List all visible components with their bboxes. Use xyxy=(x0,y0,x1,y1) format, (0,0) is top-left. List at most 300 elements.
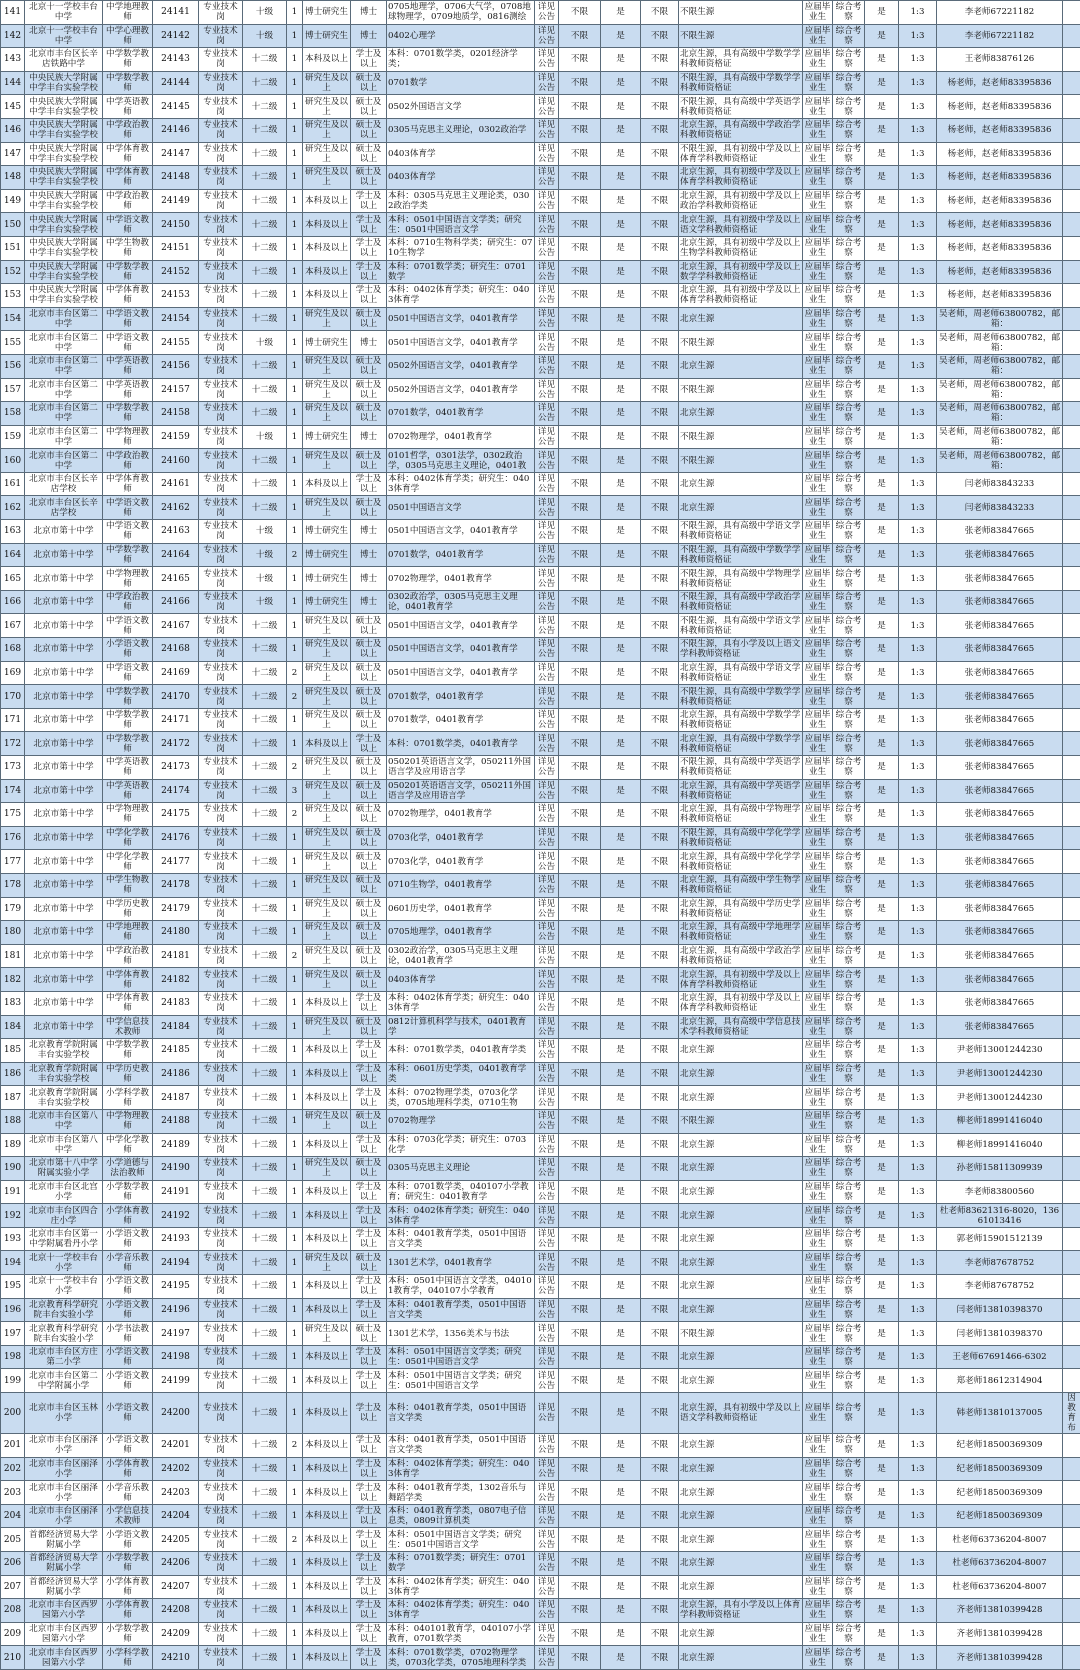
graduate-type-cell: 应届毕业生 xyxy=(803,1504,833,1528)
age-limit-cell: 不限 xyxy=(559,991,601,1015)
row-number-cell: 199 xyxy=(1,1369,25,1393)
employer-name-cell: 北京十一学校丰台小学 xyxy=(25,1275,103,1299)
source-condition-cell: 北京生源 xyxy=(679,1086,803,1110)
position-level-cell: 十二级 xyxy=(243,1646,287,1670)
contact-cell: 张老师83847665 xyxy=(937,968,1063,992)
employer-name-cell: 北京市丰台区第二中学 xyxy=(25,378,103,402)
graduate-type-cell: 应届毕业生 xyxy=(803,472,833,496)
education-cell: 本科及以上 xyxy=(303,991,351,1015)
assessment-method-cell: 综合考察 xyxy=(833,1109,865,1133)
other-requirement-cell: 详见公告 xyxy=(535,1481,559,1505)
row-number-cell: 173 xyxy=(1,756,25,780)
age-limit-cell: 不限 xyxy=(559,1251,601,1275)
graduate-type-cell: 应届毕业生 xyxy=(803,1646,833,1670)
political-status-cell: 不限 xyxy=(641,213,679,237)
other-requirement-cell: 详见公告 xyxy=(535,1575,559,1599)
position-name-cell: 小学道德与法治教师 xyxy=(103,1157,153,1181)
assessment-method-cell: 综合考察 xyxy=(833,1457,865,1481)
degree-cell: 学士及以上 xyxy=(351,1086,387,1110)
row-number-cell: 155 xyxy=(1,331,25,355)
source-condition-cell: 不限生源 xyxy=(679,331,803,355)
education-cell: 研究生及以上 xyxy=(303,95,351,119)
row-number-cell: 150 xyxy=(1,213,25,237)
education-cell: 博士研究生 xyxy=(303,567,351,591)
table-row xyxy=(1,1086,1080,1110)
table-row xyxy=(1,236,1080,260)
position-level-cell: 十二级 xyxy=(243,71,287,95)
graduate-type-cell: 应届毕业生 xyxy=(803,95,833,119)
assessment-method-cell: 综合考察 xyxy=(833,166,865,190)
position-level-cell: 十二级 xyxy=(243,944,287,968)
age-limit-cell: 不限 xyxy=(559,921,601,945)
position-code-cell: 24150 xyxy=(153,213,199,237)
source-condition-cell: 北京生源 xyxy=(679,1204,803,1228)
position-level-cell: 十二级 xyxy=(243,1251,287,1275)
row-number-cell: 191 xyxy=(1,1180,25,1204)
political-status-cell: 不限 xyxy=(641,402,679,426)
remark-cell xyxy=(1063,1646,1080,1670)
interview-flag-cell: 是 xyxy=(865,95,899,119)
interview-flag-cell: 是 xyxy=(865,48,899,72)
age-limit-cell: 不限 xyxy=(559,48,601,72)
position-code-cell: 24146 xyxy=(153,118,199,142)
source-condition-cell: 北京生源，具有高级中学数学学科教师资格证 xyxy=(679,48,803,72)
employer-name-cell: 北京市丰台区第二中学 xyxy=(25,425,103,449)
position-name-cell: 中学数学教师 xyxy=(103,71,153,95)
source-condition-cell: 不限生源 xyxy=(679,378,803,402)
position-name-cell: 中学语文教师 xyxy=(103,307,153,331)
row-number-cell: 154 xyxy=(1,307,25,331)
position-category-cell: 专业技术岗 xyxy=(199,756,243,780)
position-name-cell: 中学体育教师 xyxy=(103,166,153,190)
contact-cell: 杨老师，赵老师83395836 xyxy=(937,71,1063,95)
education-cell: 本科及以上 xyxy=(303,472,351,496)
contact-cell: 郑老师18612314904 xyxy=(937,1369,1063,1393)
hire-count-cell: 1 xyxy=(287,1481,303,1505)
graduate-type-cell: 应届毕业生 xyxy=(803,189,833,213)
position-category-cell: 专业技术岗 xyxy=(199,189,243,213)
other-requirement-cell: 详见公告 xyxy=(535,921,559,945)
row-number-cell: 184 xyxy=(1,1015,25,1039)
row-number-cell: 151 xyxy=(1,236,25,260)
major-requirement-cell: 本科：0710生物科学类；研究生：0710生物学 xyxy=(387,236,535,260)
hire-count-cell: 1 xyxy=(287,1457,303,1481)
hire-count-cell: 1 xyxy=(287,354,303,378)
political-status-cell: 不限 xyxy=(641,897,679,921)
row-number-cell: 181 xyxy=(1,944,25,968)
source-condition-cell: 北京生源，具有初级中学及以上体育学科教师资格证 xyxy=(679,284,803,308)
interview-flag-cell: 是 xyxy=(865,166,899,190)
assessment-method-cell: 综合考察 xyxy=(833,873,865,897)
interview-flag-cell: 是 xyxy=(865,1251,899,1275)
education-cell: 研究生及以上 xyxy=(303,779,351,803)
other-requirement-cell: 详见公告 xyxy=(535,1622,559,1646)
unified-exam-cell: 是 xyxy=(601,24,641,48)
source-condition-cell: 北京生源 xyxy=(679,1275,803,1299)
position-level-cell: 十二级 xyxy=(243,756,287,780)
position-code-cell: 24179 xyxy=(153,897,199,921)
assessment-method-cell: 综合考察 xyxy=(833,661,865,685)
hire-count-cell: 1 xyxy=(287,1109,303,1133)
position-name-cell: 小学数学教师 xyxy=(103,1552,153,1576)
position-level-cell: 十二级 xyxy=(243,1481,287,1505)
remark-cell xyxy=(1063,260,1080,284)
hire-count-cell: 1 xyxy=(287,1599,303,1623)
position-category-cell: 专业技术岗 xyxy=(199,1109,243,1133)
employer-name-cell: 北京市丰台区四合庄小学 xyxy=(25,1204,103,1228)
position-level-cell: 十二级 xyxy=(243,48,287,72)
degree-cell: 硕士及以上 xyxy=(351,307,387,331)
position-code-cell: 24186 xyxy=(153,1062,199,1086)
position-code-cell: 24156 xyxy=(153,354,199,378)
position-code-cell: 24197 xyxy=(153,1322,199,1346)
age-limit-cell: 不限 xyxy=(559,732,601,756)
table-row xyxy=(1,1393,1080,1434)
political-status-cell: 不限 xyxy=(641,614,679,638)
political-status-cell: 不限 xyxy=(641,1575,679,1599)
assessment-method-cell: 综合考察 xyxy=(833,779,865,803)
position-code-cell: 24169 xyxy=(153,661,199,685)
row-number-cell: 185 xyxy=(1,1039,25,1063)
assessment-method-cell: 综合考察 xyxy=(833,48,865,72)
assessment-method-cell: 综合考察 xyxy=(833,1,865,25)
political-status-cell: 不限 xyxy=(641,520,679,544)
hire-count-cell: 1 xyxy=(287,378,303,402)
interview-ratio-cell: 1:3 xyxy=(899,1015,937,1039)
political-status-cell: 不限 xyxy=(641,354,679,378)
hire-count-cell: 1 xyxy=(287,590,303,614)
remark-cell xyxy=(1063,520,1080,544)
position-level-cell: 十二级 xyxy=(243,1457,287,1481)
age-limit-cell: 不限 xyxy=(559,166,601,190)
political-status-cell: 不限 xyxy=(641,1086,679,1110)
interview-ratio-cell: 1:3 xyxy=(899,260,937,284)
contact-cell: 闫老师83843233 xyxy=(937,472,1063,496)
row-number-cell: 142 xyxy=(1,24,25,48)
unified-exam-cell: 是 xyxy=(601,1086,641,1110)
degree-cell: 学士及以上 xyxy=(351,1393,387,1434)
table-row xyxy=(1,284,1080,308)
unified-exam-cell: 是 xyxy=(601,1015,641,1039)
interview-ratio-cell: 1:3 xyxy=(899,1393,937,1434)
position-category-cell: 专业技术岗 xyxy=(199,991,243,1015)
table-row xyxy=(1,378,1080,402)
interview-flag-cell: 是 xyxy=(865,402,899,426)
position-level-cell: 十二级 xyxy=(243,991,287,1015)
graduate-type-cell: 应届毕业生 xyxy=(803,1345,833,1369)
position-name-cell: 中学数学教师 xyxy=(103,402,153,426)
position-name-cell: 小学书法教师 xyxy=(103,1322,153,1346)
other-requirement-cell: 详见公告 xyxy=(535,425,559,449)
contact-cell: 闫老师13810398370 xyxy=(937,1322,1063,1346)
political-status-cell: 不限 xyxy=(641,1552,679,1576)
interview-ratio-cell: 1:3 xyxy=(899,543,937,567)
row-number-cell: 172 xyxy=(1,732,25,756)
interview-ratio-cell: 1:3 xyxy=(899,236,937,260)
employer-name-cell: 首都经济贸易大学附属小学 xyxy=(25,1552,103,1576)
hire-count-cell: 1 xyxy=(287,24,303,48)
political-status-cell: 不限 xyxy=(641,708,679,732)
graduate-type-cell: 应届毕业生 xyxy=(803,1322,833,1346)
hire-count-cell: 1 xyxy=(287,732,303,756)
age-limit-cell: 不限 xyxy=(559,873,601,897)
position-code-cell: 24177 xyxy=(153,850,199,874)
contact-cell: 杨老师，赵老师83395836 xyxy=(937,260,1063,284)
table-row xyxy=(1,166,1080,190)
row-number-cell: 183 xyxy=(1,991,25,1015)
political-status-cell: 不限 xyxy=(641,1062,679,1086)
contact-cell: 李老师83800560 xyxy=(937,1180,1063,1204)
position-category-cell: 专业技术岗 xyxy=(199,1622,243,1646)
degree-cell: 硕士及以上 xyxy=(351,166,387,190)
age-limit-cell: 不限 xyxy=(559,142,601,166)
major-requirement-cell: 0703化学，0401教育学 xyxy=(387,850,535,874)
education-cell: 博士研究生 xyxy=(303,24,351,48)
assessment-method-cell: 综合考察 xyxy=(833,1369,865,1393)
other-requirement-cell: 详见公告 xyxy=(535,1528,559,1552)
major-requirement-cell: 本科：0402体育学类；研究生：0403体育学 xyxy=(387,1204,535,1228)
education-cell: 研究生及以上 xyxy=(303,708,351,732)
major-requirement-cell: 0501中国语言文学，0401教育学 xyxy=(387,614,535,638)
table-row xyxy=(1,685,1080,709)
position-category-cell: 专业技术岗 xyxy=(199,1393,243,1434)
table-row xyxy=(1,1622,1080,1646)
position-name-cell: 中学数学教师 xyxy=(103,260,153,284)
hire-count-cell: 1 xyxy=(287,1646,303,1670)
major-requirement-cell: 0703化学，0401教育学 xyxy=(387,826,535,850)
hire-count-cell: 1 xyxy=(287,1086,303,1110)
education-cell: 博士研究生 xyxy=(303,425,351,449)
major-requirement-cell: 0302政治学，0305马克思主义理论，0401教育学 xyxy=(387,944,535,968)
graduate-type-cell: 应届毕业生 xyxy=(803,425,833,449)
political-status-cell: 不限 xyxy=(641,1599,679,1623)
position-category-cell: 专业技术岗 xyxy=(199,779,243,803)
position-code-cell: 24145 xyxy=(153,95,199,119)
contact-cell: 杨老师，赵老师83395836 xyxy=(937,189,1063,213)
major-requirement-cell: 0101哲学，0301法学，0302政治学，0305马克思主义理论，0401教 xyxy=(387,449,535,473)
graduate-type-cell: 应届毕业生 xyxy=(803,1298,833,1322)
position-level-cell: 十二级 xyxy=(243,661,287,685)
hire-count-cell: 1 xyxy=(287,118,303,142)
position-level-cell: 十二级 xyxy=(243,1227,287,1251)
interview-ratio-cell: 1:3 xyxy=(899,472,937,496)
age-limit-cell: 不限 xyxy=(559,1275,601,1299)
other-requirement-cell: 详见公告 xyxy=(535,1,559,25)
interview-flag-cell: 是 xyxy=(865,71,899,95)
age-limit-cell: 不限 xyxy=(559,543,601,567)
graduate-type-cell: 应届毕业生 xyxy=(803,354,833,378)
degree-cell: 硕士及以上 xyxy=(351,850,387,874)
position-code-cell: 24175 xyxy=(153,803,199,827)
degree-cell: 硕士及以上 xyxy=(351,873,387,897)
major-requirement-cell: 本科：0402体育学类；研究生：0403体育学 xyxy=(387,1575,535,1599)
political-status-cell: 不限 xyxy=(641,166,679,190)
interview-flag-cell: 是 xyxy=(865,756,899,780)
degree-cell: 学士及以上 xyxy=(351,1062,387,1086)
table-row xyxy=(1,1552,1080,1576)
position-category-cell: 专业技术岗 xyxy=(199,614,243,638)
age-limit-cell: 不限 xyxy=(559,1434,601,1458)
assessment-method-cell: 综合考察 xyxy=(833,685,865,709)
other-requirement-cell: 详见公告 xyxy=(535,1062,559,1086)
political-status-cell: 不限 xyxy=(641,142,679,166)
position-level-cell: 十二级 xyxy=(243,260,287,284)
major-requirement-cell: 0710生物学，0401教育学 xyxy=(387,873,535,897)
remark-cell xyxy=(1063,756,1080,780)
position-category-cell: 专业技术岗 xyxy=(199,968,243,992)
graduate-type-cell: 应届毕业生 xyxy=(803,1434,833,1458)
assessment-method-cell: 综合考察 xyxy=(833,71,865,95)
other-requirement-cell: 详见公告 xyxy=(535,1393,559,1434)
remark-cell xyxy=(1063,944,1080,968)
graduate-type-cell: 应届毕业生 xyxy=(803,590,833,614)
position-code-cell: 24173 xyxy=(153,756,199,780)
row-number-cell: 197 xyxy=(1,1322,25,1346)
source-condition-cell: 北京生源 xyxy=(679,1062,803,1086)
hire-count-cell: 1 xyxy=(287,166,303,190)
hire-count-cell: 1 xyxy=(287,826,303,850)
employer-name-cell: 北京十一学校丰台中学 xyxy=(25,24,103,48)
position-level-cell: 十级 xyxy=(243,543,287,567)
age-limit-cell: 不限 xyxy=(559,95,601,119)
unified-exam-cell: 是 xyxy=(601,803,641,827)
interview-ratio-cell: 1:3 xyxy=(899,1086,937,1110)
unified-exam-cell: 是 xyxy=(601,354,641,378)
interview-ratio-cell: 1:3 xyxy=(899,1275,937,1299)
unified-exam-cell: 是 xyxy=(601,1,641,25)
interview-ratio-cell: 1:3 xyxy=(899,1322,937,1346)
major-requirement-cell: 本科：0401教育学类，0807电子信息类，0809计算机类 xyxy=(387,1504,535,1528)
position-level-cell: 十二级 xyxy=(243,850,287,874)
table-row xyxy=(1,708,1080,732)
other-requirement-cell: 详见公告 xyxy=(535,71,559,95)
major-requirement-cell: 0601历史学，0401教育学 xyxy=(387,897,535,921)
interview-flag-cell: 是 xyxy=(865,1180,899,1204)
major-requirement-cell: 0305马克思主义理论 xyxy=(387,1157,535,1181)
unified-exam-cell: 是 xyxy=(601,1552,641,1576)
major-requirement-cell: 050201英语语言文学，050211外国语言学及应用语言学 xyxy=(387,756,535,780)
education-cell: 本科及以上 xyxy=(303,1575,351,1599)
education-cell: 研究生及以上 xyxy=(303,71,351,95)
contact-cell: 纪老师18500369309 xyxy=(937,1481,1063,1505)
row-number-cell: 200 xyxy=(1,1393,25,1434)
employer-name-cell: 中央民族大学附属中学丰台实验学校 xyxy=(25,213,103,237)
source-condition-cell: 北京生源 xyxy=(679,1646,803,1670)
interview-ratio-cell: 1:3 xyxy=(899,496,937,520)
graduate-type-cell: 应届毕业生 xyxy=(803,1275,833,1299)
hire-count-cell: 1 xyxy=(287,1227,303,1251)
graduate-type-cell: 应届毕业生 xyxy=(803,213,833,237)
position-name-cell: 小学语文教师 xyxy=(103,1227,153,1251)
source-condition-cell: 北京生源，具有初级中学及以上体育学科教师资格证 xyxy=(679,166,803,190)
interview-flag-cell: 是 xyxy=(865,496,899,520)
remark-cell xyxy=(1063,1528,1080,1552)
other-requirement-cell: 详见公告 xyxy=(535,118,559,142)
position-name-cell: 中学体育教师 xyxy=(103,968,153,992)
education-cell: 本科及以上 xyxy=(303,1393,351,1434)
row-number-cell: 167 xyxy=(1,614,25,638)
table-row xyxy=(1,260,1080,284)
major-requirement-cell: 本科：0701数学类，0702物理学类，0703化学类，0705地理科学类 xyxy=(387,1646,535,1670)
position-name-cell: 中学语文教师 xyxy=(103,661,153,685)
age-limit-cell: 不限 xyxy=(559,590,601,614)
position-code-cell: 24198 xyxy=(153,1345,199,1369)
position-name-cell: 中学语文教师 xyxy=(103,614,153,638)
interview-ratio-cell: 1:3 xyxy=(899,520,937,544)
graduate-type-cell: 应届毕业生 xyxy=(803,1204,833,1228)
source-condition-cell: 北京生源，具有高级中学英语学科教师资格证 xyxy=(679,779,803,803)
degree-cell: 学士及以上 xyxy=(351,472,387,496)
graduate-type-cell: 应届毕业生 xyxy=(803,71,833,95)
political-status-cell: 不限 xyxy=(641,590,679,614)
major-requirement-cell: 本科：0501中国语言文学类；研究生：0501中国语言文学 xyxy=(387,1345,535,1369)
other-requirement-cell: 详见公告 xyxy=(535,166,559,190)
table-row xyxy=(1,1039,1080,1063)
education-cell: 博士研究生 xyxy=(303,543,351,567)
major-requirement-cell: 0701数学，0401教育学 xyxy=(387,708,535,732)
major-requirement-cell: 本科：0701数学类，040107小学教育；研究生：0401教育学 xyxy=(387,1180,535,1204)
interview-flag-cell: 是 xyxy=(865,1504,899,1528)
education-cell: 研究生及以上 xyxy=(303,118,351,142)
education-cell: 本科及以上 xyxy=(303,1599,351,1623)
degree-cell: 学士及以上 xyxy=(351,260,387,284)
hire-count-cell: 1 xyxy=(287,1369,303,1393)
interview-ratio-cell: 1:3 xyxy=(899,354,937,378)
unified-exam-cell: 是 xyxy=(601,590,641,614)
assessment-method-cell: 综合考察 xyxy=(833,1504,865,1528)
position-name-cell: 小学科学教师 xyxy=(103,1086,153,1110)
source-condition-cell: 北京生源，具有高级中学数学学科教师资格证 xyxy=(679,732,803,756)
remark-cell xyxy=(1063,402,1080,426)
political-status-cell: 不限 xyxy=(641,638,679,662)
education-cell: 本科及以上 xyxy=(303,1504,351,1528)
interview-ratio-cell: 1:3 xyxy=(899,142,937,166)
degree-cell: 硕士及以上 xyxy=(351,661,387,685)
remark-cell xyxy=(1063,567,1080,591)
position-name-cell: 中学地理教师 xyxy=(103,921,153,945)
unified-exam-cell: 是 xyxy=(601,71,641,95)
degree-cell: 硕士及以上 xyxy=(351,142,387,166)
other-requirement-cell: 详见公告 xyxy=(535,142,559,166)
position-code-cell: 24188 xyxy=(153,1109,199,1133)
interview-flag-cell: 是 xyxy=(865,543,899,567)
position-category-cell: 专业技术岗 xyxy=(199,1157,243,1181)
position-category-cell: 专业技术岗 xyxy=(199,307,243,331)
table-row xyxy=(1,732,1080,756)
political-status-cell: 不限 xyxy=(641,1157,679,1181)
other-requirement-cell: 详见公告 xyxy=(535,708,559,732)
position-code-cell: 24151 xyxy=(153,236,199,260)
assessment-method-cell: 综合考察 xyxy=(833,1393,865,1434)
unified-exam-cell: 是 xyxy=(601,1457,641,1481)
contact-cell: 张老师83847665 xyxy=(937,897,1063,921)
employer-name-cell: 北京市第十中学 xyxy=(25,520,103,544)
major-requirement-cell: 本科：0701数学类，0401教育学类 xyxy=(387,1039,535,1063)
remark-cell xyxy=(1063,1481,1080,1505)
interview-flag-cell: 是 xyxy=(865,142,899,166)
interview-flag-cell: 是 xyxy=(865,425,899,449)
degree-cell: 硕士及以上 xyxy=(351,71,387,95)
interview-flag-cell: 是 xyxy=(865,520,899,544)
other-requirement-cell: 详见公告 xyxy=(535,661,559,685)
major-requirement-cell: 本科：0501中国语言文学类；研究生：0501中国语言文学 xyxy=(387,1369,535,1393)
employer-name-cell: 北京教育学院附属丰台实验学校 xyxy=(25,1039,103,1063)
position-code-cell: 24157 xyxy=(153,378,199,402)
unified-exam-cell: 是 xyxy=(601,756,641,780)
major-requirement-cell: 0812计算机科学与技术，0401教育学 xyxy=(387,1015,535,1039)
political-status-cell: 不限 xyxy=(641,1434,679,1458)
position-code-cell: 24164 xyxy=(153,543,199,567)
